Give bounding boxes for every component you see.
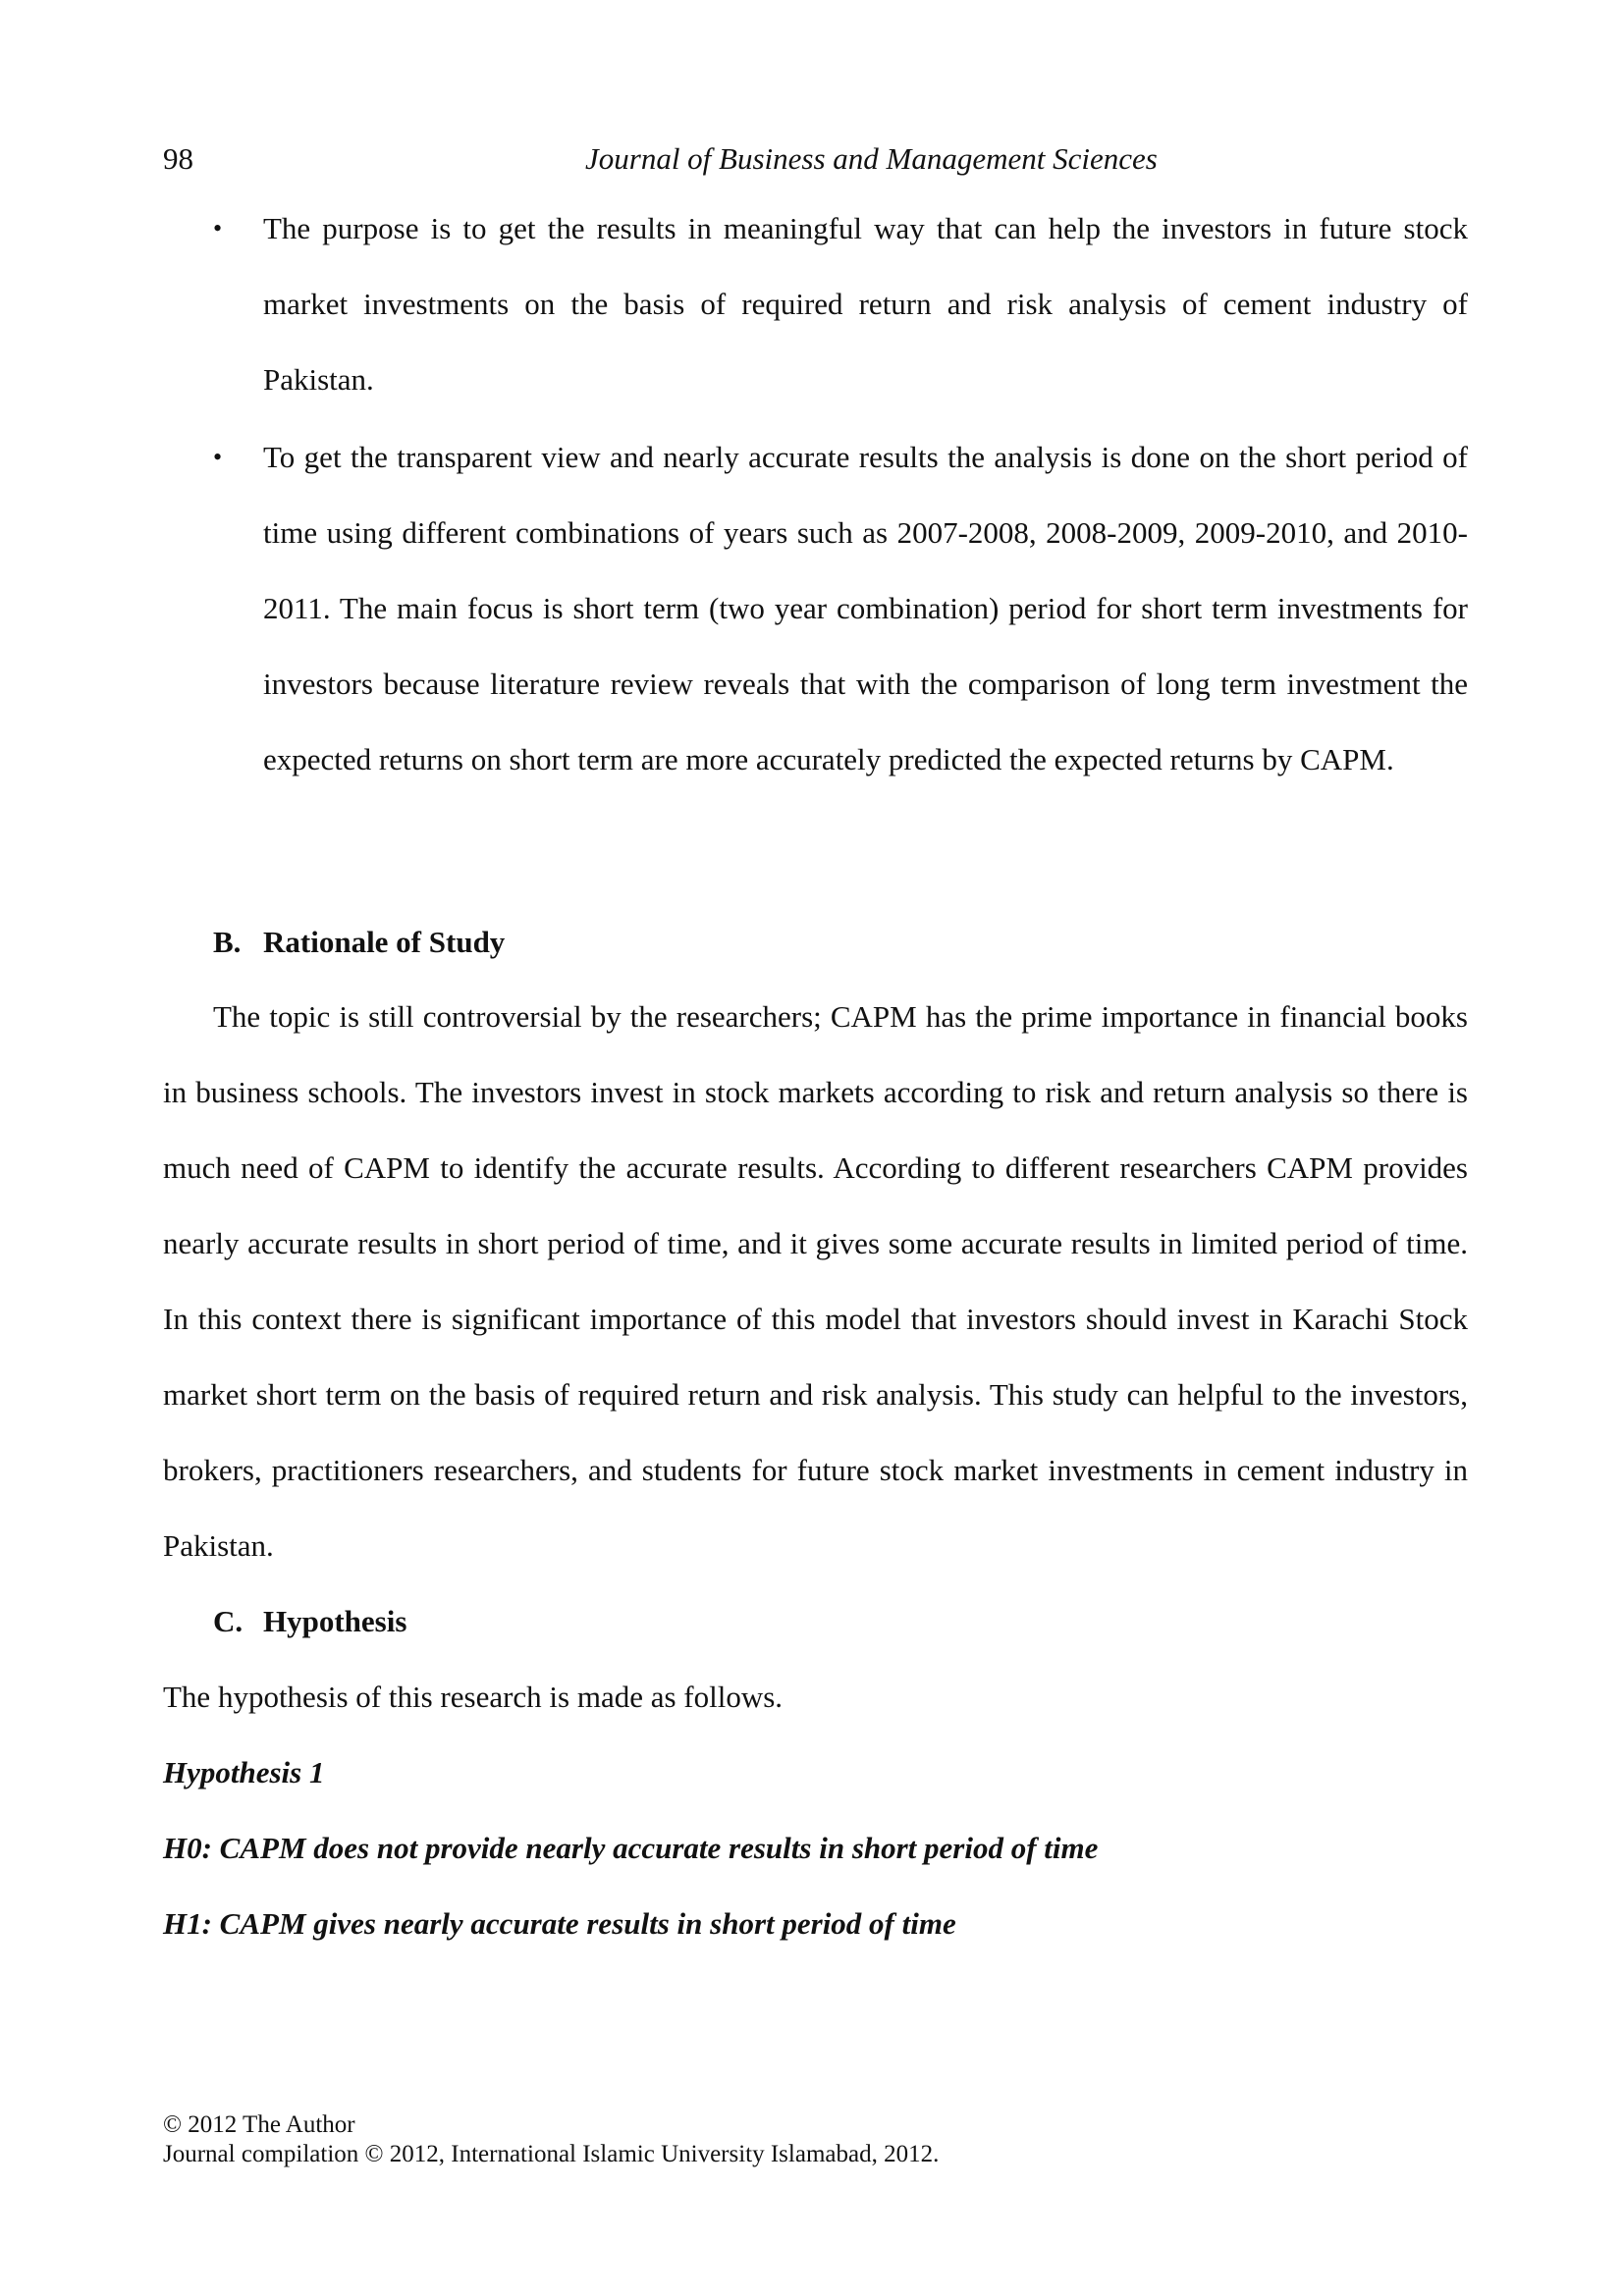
hypothesis-title: Hypothesis 1 — [163, 1755, 325, 1789]
copyright-line: © 2012 The Author — [163, 2111, 355, 2138]
bullet-icon: • — [213, 443, 223, 471]
section-heading-rationale — [213, 923, 505, 962]
section-heading-hypothesis — [213, 1602, 406, 1641]
alternative-hypothesis: H1: CAPM gives nearly accurate results in short period of time — [163, 1906, 956, 1941]
bullet-icon: • — [213, 214, 223, 242]
section-title: Hypothesis — [263, 1604, 407, 1638]
page-number: 98 — [163, 141, 193, 176]
section-letter: C. — [213, 1604, 243, 1638]
null-hypothesis: H0: CAPM does not provide nearly accurate results in short period of time — [163, 1831, 1099, 1865]
section-title: Rationale of Study — [263, 925, 506, 959]
rationale-paragraph: The topic is still controversial by the researchers; CAPM has the prime importance in financial books in business schools. The investors invest in stock markets according to risk and return analysis so there is much need of CAPM to identify the accurate results. According to different researchers CAPM provides nearly accurate results in short period of time, and it gives some accurate results in limited period of time. In this context there is significant importance of this model that investors should invest in Karachi Stock market short term on the basis of required return and risk analysis. This study can helpful to the investors, brokers, practitioners researchers, and students for future stock market investments in cement industry in Pakistan. — [163, 999, 1468, 1563]
journal-compilation-line: Journal compilation © 2012, International Islamic University Islamabad, 2012. — [163, 2141, 940, 2167]
list-item-text: To get the transparent view and nearly accurate results the analysis is done on the short period of time using different combinations of years such as 2007-2008, 2008-2009, 2009-2010, and 2010-2011. The main focus is short term (two year combination) period for short term investments for investors because literature review reveals that with the comparison of long term investment the expected returns on short term are more accurately predicted the expected returns by CAPM. — [263, 440, 1468, 776]
section-letter: B. — [213, 925, 242, 959]
list-item-text: The purpose is to get the results in meaningful way that can help the investors in future stock market investments on the basis of required return and risk analysis of cement industry of Pakistan. — [263, 211, 1468, 397]
hypothesis-intro: The hypothesis of this research is made as follows. — [163, 1680, 784, 1714]
list-item — [213, 190, 1468, 417]
journal-title: Journal of Business and Management Sciences — [585, 141, 1158, 176]
list-item — [213, 419, 1468, 797]
